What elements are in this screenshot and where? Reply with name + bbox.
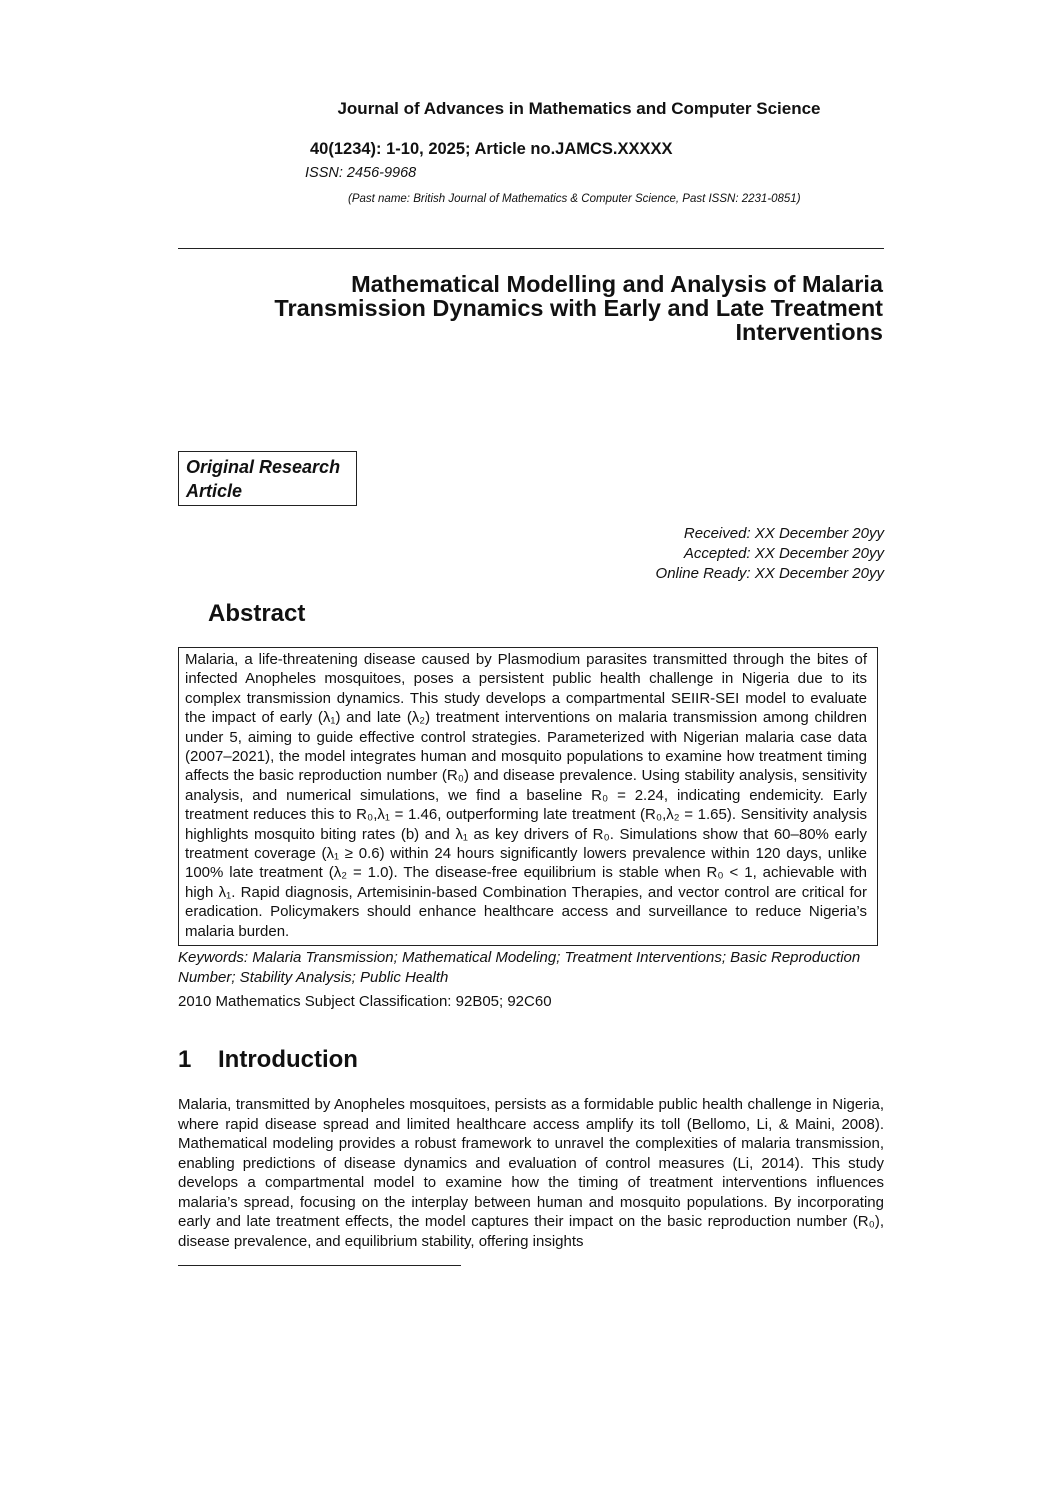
journal-name: Journal of Advances in Mathematics and Computer Science [337,99,821,118]
received-date: Received: XX December 20yy [683,525,884,542]
section-heading-introduction [178,1046,358,1074]
accepted-date: Accepted: XX December 20yy [683,545,884,562]
article-type-line: Article [186,481,243,501]
header-divider [178,248,884,249]
title-line: Transmission Dynamics with Early and Late Treatment [274,295,883,321]
section-title: Introduction [218,1046,358,1073]
abstract-heading: Abstract [208,600,306,627]
paper-title [183,272,883,344]
online-date: Online Ready: XX December 20yy [655,565,884,582]
dates [656,524,884,584]
issn: ISSN: 2456-9968 [305,165,417,181]
msc-classification: 2010 Mathematics Subject Classification: 92B05; 92C60 [178,993,552,1010]
footnote-divider [178,1265,461,1266]
past-name: (Past name: British Journal of Mathematics & Computer Science, Past ISSN: 2231-0851) [348,193,801,205]
article-type-box [178,451,357,506]
keywords: Keywords: Malaria Transmission; Mathematical Modeling; Treatment Interventions; Basic Reproduction Number; Stability Analysis; Public Health [178,949,861,986]
title-line: Interventions [735,319,883,345]
abstract-text: Malaria, a life-threatening disease caused by Plasmodium parasites transmitted through the bites of infected Anopheles mosquitoes, poses a persistent public health challenge in Nigeria due to its complex transmission dynamics. This study develops a compartmental SEIIR-SEI model to evaluate the impact of early (λ₁) and late (λ₂) treatment interventions on malaria transmission among children under 5, aiming to guide effective control strategies. Parameterized with Nigerian malaria case data (2007–2021), the model integrates human and mosquito populations to examine how treatment timing affects the basic reproduction number (R₀) and disease prevalence. Using stability analysis, sensitivity analysis, and numerical simulations, we find a baseline R₀ = 2.24, indicating endemicity. Early treatment reduces this to R₀,λ₁ = 1.46, outperforming late treatment (R₀,λ₂ = 1.65). Sensitivity analysis highlights mosquito biting rates (b) and λ₁ as key drivers of R₀. Simulations show that 60–80% early treatment coverage (λ₁ ≥ 0.6) within 24 hours significantly lowers prevalence within 120 days, unlike 100% late treatment (λ₂ = 1.0). The disease-free equilibrium is stable when R₀ < 1, achievable with high λ₁. Rapid diagnosis, Artemisinin-based Combination Therapies, and vector control are critical for eradication. Policymakers should enhance healthcare access and surveillance to reduce Nigeria’s malaria burden. [178,647,878,946]
title-line: Mathematical Modelling and Analysis of Malaria [351,271,883,297]
article-type-line: Original Research [186,457,341,477]
introduction-text: Malaria, transmitted by Anopheles mosquitoes, persists as a formidable public health challenge in Nigeria, where rapid disease spread and limited healthcare access amplify its toll (Bellomo, Li, & Maini, 2008). Mathematical modeling provides a robust framework to unravel the complexities of malaria transmission, enabling predictions of disease dynamics and evaluation of control measures (Li, 2014). This study develops a compartmental model to examine how the timing of treatment interventions influences malaria’s spread, focusing on the interplay between human and mosquito populations. By incorporating early and late treatment effects, the model captures their impact on the basic reproduction number (R₀), disease prevalence, and equilibrium stability, offering insights [178,1096,884,1250]
volume-info: 40(1234): 1-10, 2025; Article no.JAMCS.XXXXX [310,140,673,158]
section-number: 1 [178,1046,192,1073]
